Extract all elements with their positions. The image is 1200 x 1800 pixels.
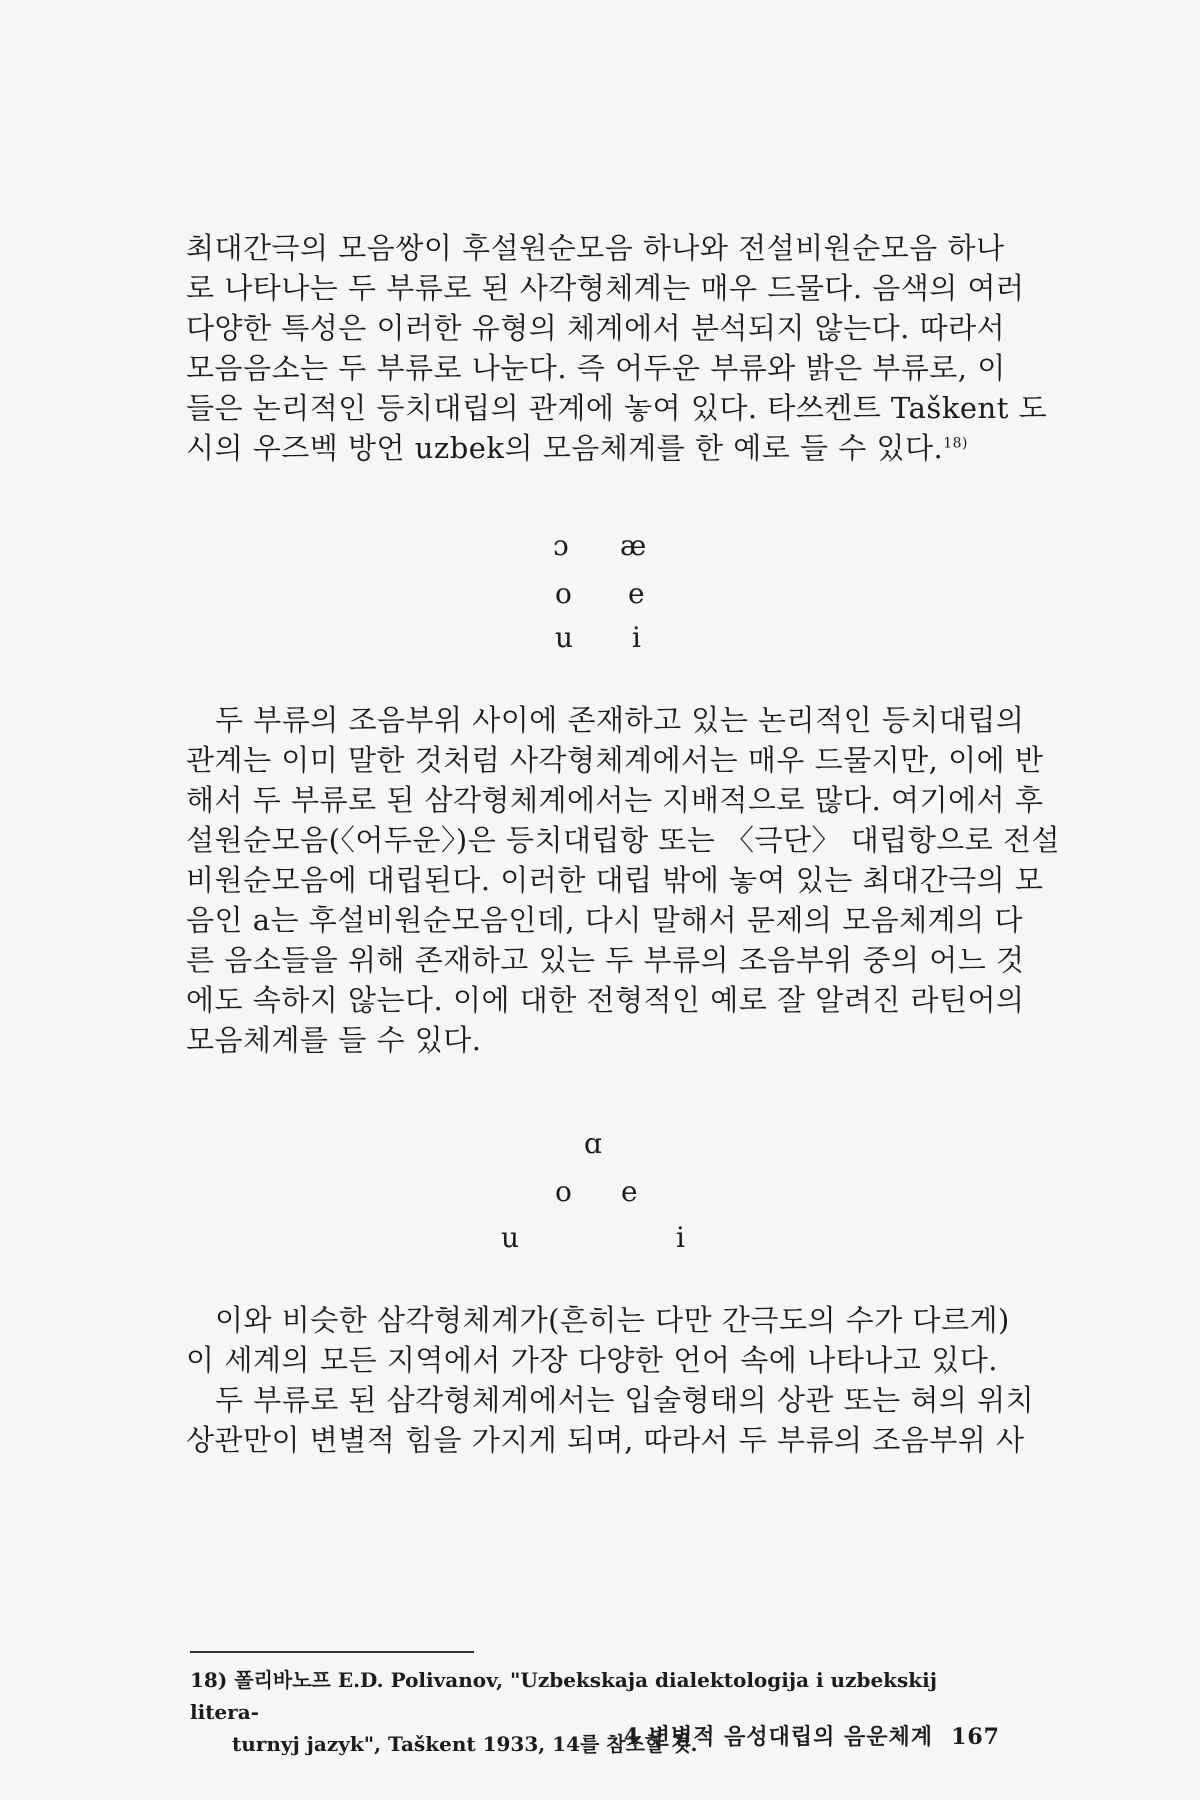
paragraph-2 xyxy=(186,700,1061,1060)
text-line: 에도 속하지 않는다. 이에 대한 전형적인 예로 잘 알려진 라틴어의 xyxy=(186,983,1025,1017)
text-line: 로 나타나는 두 부류로 된 사각형체계는 매우 드물다. 음색의 여러 xyxy=(186,271,1025,305)
footnote-line: 18) 폴리바노프 E.D. Polivanov, "Uzbekskaja dialektologija i uzbekskij litera- xyxy=(190,1668,937,1724)
vowel-open-back: ɔ xyxy=(553,529,569,562)
text-line: 들은 논리적인 등치대립의 관계에 놓여 있다. 타쓰켄트 Taškent 도 xyxy=(186,391,1048,425)
text-line: 모음체계를 들 수 있다. xyxy=(186,1023,482,1057)
text-line: 두 부류의 조음부위 사이에 존재하고 있는 논리적인 등치대립의 xyxy=(215,703,1025,737)
text-line: 설원순모음(〈어두운〉)은 등치대립항 또는 〈극단〉 대립항으로 전설 xyxy=(186,823,1061,857)
text-line: 음인 a는 후설비원순모음인데, 다시 말해서 문제의 모음체계의 다 xyxy=(186,903,1023,937)
footnote-divider xyxy=(190,1651,474,1653)
vowel-open-front: æ xyxy=(620,529,647,562)
vowel-close-front: i xyxy=(676,1221,685,1254)
text-line: 른 음소들을 위해 존재하고 있는 두 부류의 조음부위 중의 어느 것 xyxy=(186,943,1025,977)
footnote-reference: 18) xyxy=(943,435,968,452)
vowel-open-central: ɑ xyxy=(584,1127,602,1160)
text-line: 최대간극의 모음쌍이 후설원순모음 하나와 전설비원순모음 하나 xyxy=(186,231,1005,265)
text-line: 상관만이 변별적 힘을 가지게 되며, 따라서 두 부류의 조음부위 사 xyxy=(186,1423,1025,1457)
text-line: 해서 두 부류로 된 삼각형체계에서는 지배적으로 많다. 여기에서 후 xyxy=(186,783,1044,817)
paragraph-3 xyxy=(186,1300,1035,1460)
text-line: 두 부류로 된 삼각형체계에서는 입술형태의 상관 또는 혀의 위치 xyxy=(215,1383,1035,1417)
text-line: 이 세계의 모든 지역에서 가장 다양한 언어 속에 나타나고 있다. xyxy=(186,1343,998,1377)
text-line: 이와 비슷한 삼각형체계가(흔히는 다만 간극도의 수가 다르게) xyxy=(215,1303,1010,1337)
page-number: 167 xyxy=(951,1724,1000,1750)
vowel-mid-front: e xyxy=(628,577,645,610)
text-line xyxy=(186,428,998,468)
vowel-close-back: u xyxy=(501,1221,520,1254)
chapter-title: 4 변별적 음성대립의 음운체계 xyxy=(623,1724,934,1750)
footnote-line: turnyj jazyk", Taškent 1933, 14를 참조할 것. xyxy=(232,1732,698,1756)
paragraph-1 xyxy=(186,228,1048,468)
text-line: 모음음소는 두 부류로 나눈다. 즉 어두운 부류와 밝은 부류로, 이 xyxy=(186,351,1006,385)
running-footer xyxy=(600,1720,1000,1751)
vowel-mid-front: e xyxy=(621,1175,638,1208)
text-line-content: 시의 우즈벡 방언 uzbek의 모음체계를 한 예로 들 수 있다. xyxy=(186,431,944,465)
vowel-mid-back: o xyxy=(555,577,572,610)
text-line: 관계는 이미 말한 것처럼 사각형체계에서는 매우 드물지만, 이에 반 xyxy=(186,743,1044,777)
vowel-close-front: i xyxy=(632,621,641,654)
text-line: 다양한 특성은 이러한 유형의 체계에서 분석되지 않는다. 따라서 xyxy=(186,311,1006,345)
text-line: 비원순모음에 대립된다. 이러한 대립 밖에 놓여 있는 최대간극의 모 xyxy=(186,863,1044,897)
vowel-mid-back: o xyxy=(555,1175,572,1208)
vowel-close-back: u xyxy=(555,621,574,654)
